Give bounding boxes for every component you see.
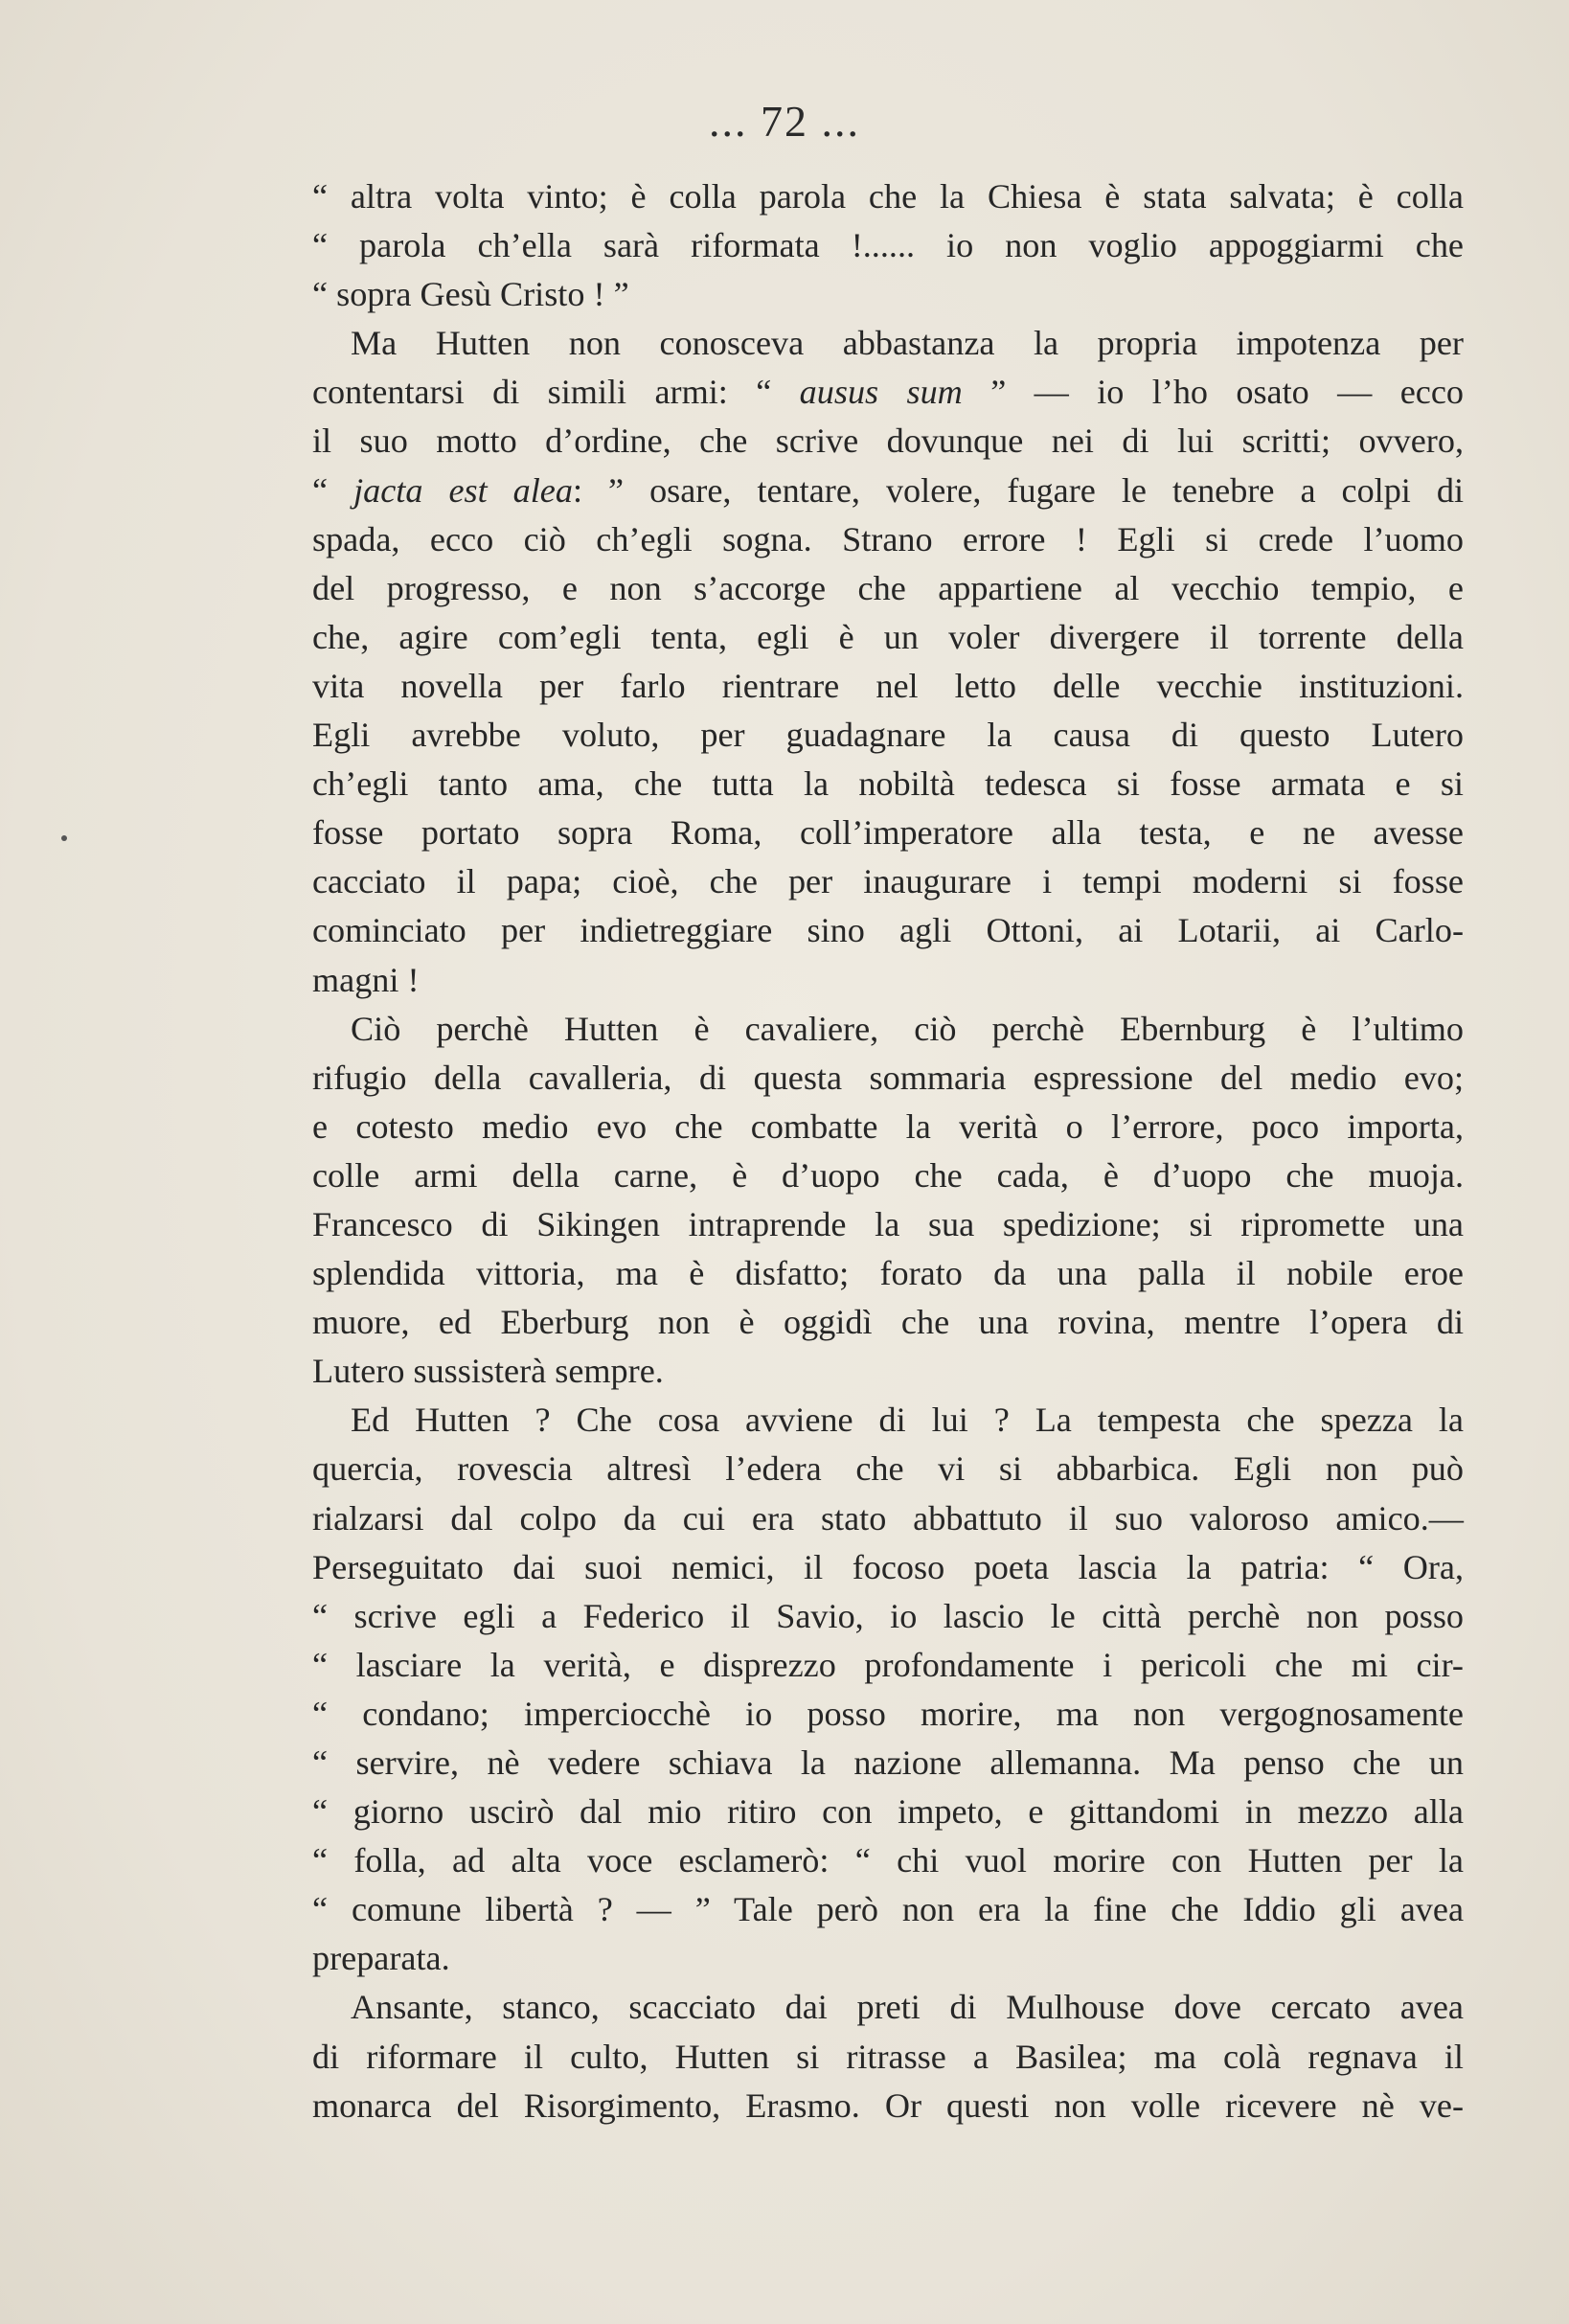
body-text [312,172,1464,2130]
text-line: “ altra volta vinto; è colla parola che la Chiesa è stata salvata; è colla [312,177,1464,216]
text-line: Perseguitato dai suoi nemici, il focoso poeta lascia la patria: “ Ora, [312,1547,1464,1586]
text-line: quercia, rovescia altresì l’edera che vi si abbarbica. Egli non può [312,1449,1464,1489]
text-line: “ parola ch’ella sarà riformata !...... io non voglio appoggiarmi che [312,226,1464,265]
text-line: Egli avrebbe voluto, per guadagnare la causa di questo Lutero [312,716,1464,755]
text-line: fosse portato sopra Roma, coll’imperatore alla testa, e ne avesse [312,813,1464,853]
text-line: cominciato per indietreggiare sino agli Ottoni, ai Lotarii, ai Carlo- [312,911,1464,950]
italic-phrase: jacta est alea [353,470,573,510]
text-line: spada, ecco ciò ch’egli sogna. Strano errore ! Egli si crede l’uomo [312,519,1464,558]
text-line: vita novella per farlo rientrare nel letto delle vecchie instituzioni. [312,666,1464,705]
text-line: ch’egli tanto ama, che tutta la nobiltà tedesca si fosse armata e si [312,764,1464,804]
margin-mark [61,835,67,841]
text-line: rifugio della cavalleria, di questa sommaria espressione del medio evo; [312,1058,1464,1097]
page-number: ... 72 ... [709,97,860,146]
text-line: “ sopra Gesù Cristo ! ” [312,275,629,314]
text-line: Lutero sussisterà sempre. [312,1352,664,1391]
text-line: che, agire com’egli tenta, egli è un voler divergere il torrente della [312,617,1464,656]
text-line: del progresso, e non s’accorge che appartiene al vecchio tempio, e [312,568,1464,607]
text-line: colle armi della carne, è d’uopo che cada, è d’uopo che muoja. [312,1155,1464,1195]
text-line: Ma Hutten non conosceva abbastanza la propria impotenza per [351,324,1464,363]
text-line: Ed Hutten ? Che cosa avviene di lui ? La tempesta che spezza la [351,1401,1464,1440]
text-line: “ jacta est alea: ” osare, tentare, volere, fugare le tenebre a colpi di [312,470,1465,510]
text-line: “ scrive egli a Federico il Savio, io lascio le città perchè non posso [312,1596,1464,1635]
text-line: Francesco di Sikingen intraprende la sua spedizione; si ripromette una [312,1204,1464,1243]
text-line: il suo motto d’ordine, che scrive dovunque nei di lui scritti; ovvero, [312,422,1464,461]
text-line: contentarsi di simili armi: “ ausus sum ” — io l’ho osato — ecco [312,373,1464,412]
text-line: Ansante, stanco, scacciato dai preti di Mulhouse dove cercato avea [351,1988,1464,2027]
text-line: preparata. [312,1939,450,1978]
text-line: di riformare il culto, Hutten si ritrasse a Basilea; ma colà regnava il [312,2037,1464,2076]
text-line: “ servire, nè vedere schiava la nazione allemanna. Ma penso che un [312,1743,1464,1782]
text-line: monarca del Risorgimento, Erasmo. Or questi non volle ricevere nè ve- [312,2085,1464,2125]
text-line: magni ! [312,960,420,999]
text-line: “ lasciare la verità, e disprezzo profondamente i pericoli che mi cir- [312,1645,1464,1684]
text-line: “ giorno uscirò dal mio ritiro con impeto, e gittandomi in mezzo alla [312,1792,1464,1832]
text-line: “ condano; imperciocchè io posso morire, ma non vergognosamente [312,1694,1464,1733]
italic-phrase: ausus sum [799,373,963,412]
text-line: Ciò perchè Hutten è cavaliere, ciò perchè Ebernburg è l’ultimo [351,1009,1464,1048]
text-line: splendida vittoria, ma è disfatto; forato da una palla il nobile eroe [312,1254,1464,1293]
text-line: “ folla, ad alta voce esclamerò: “ chi vuol morire con Hutten per la [312,1841,1464,1880]
text-line: rialzarsi dal colpo da cui era stato abbattuto il suo valoroso amico.— [312,1498,1464,1538]
text-line: cacciato il papa; cioè, che per inaugurare i tempi moderni si fosse [312,862,1464,901]
text-line: e cotesto medio evo che combatte la verità o l’errore, poco importa, [312,1106,1464,1146]
text-line: “ comune libertà ? — ” Tale però non era la fine che Iddio gli avea [312,1890,1464,1929]
text-line: muore, ed Eberburg non è oggidì che una rovina, mentre l’opera di [312,1303,1464,1342]
